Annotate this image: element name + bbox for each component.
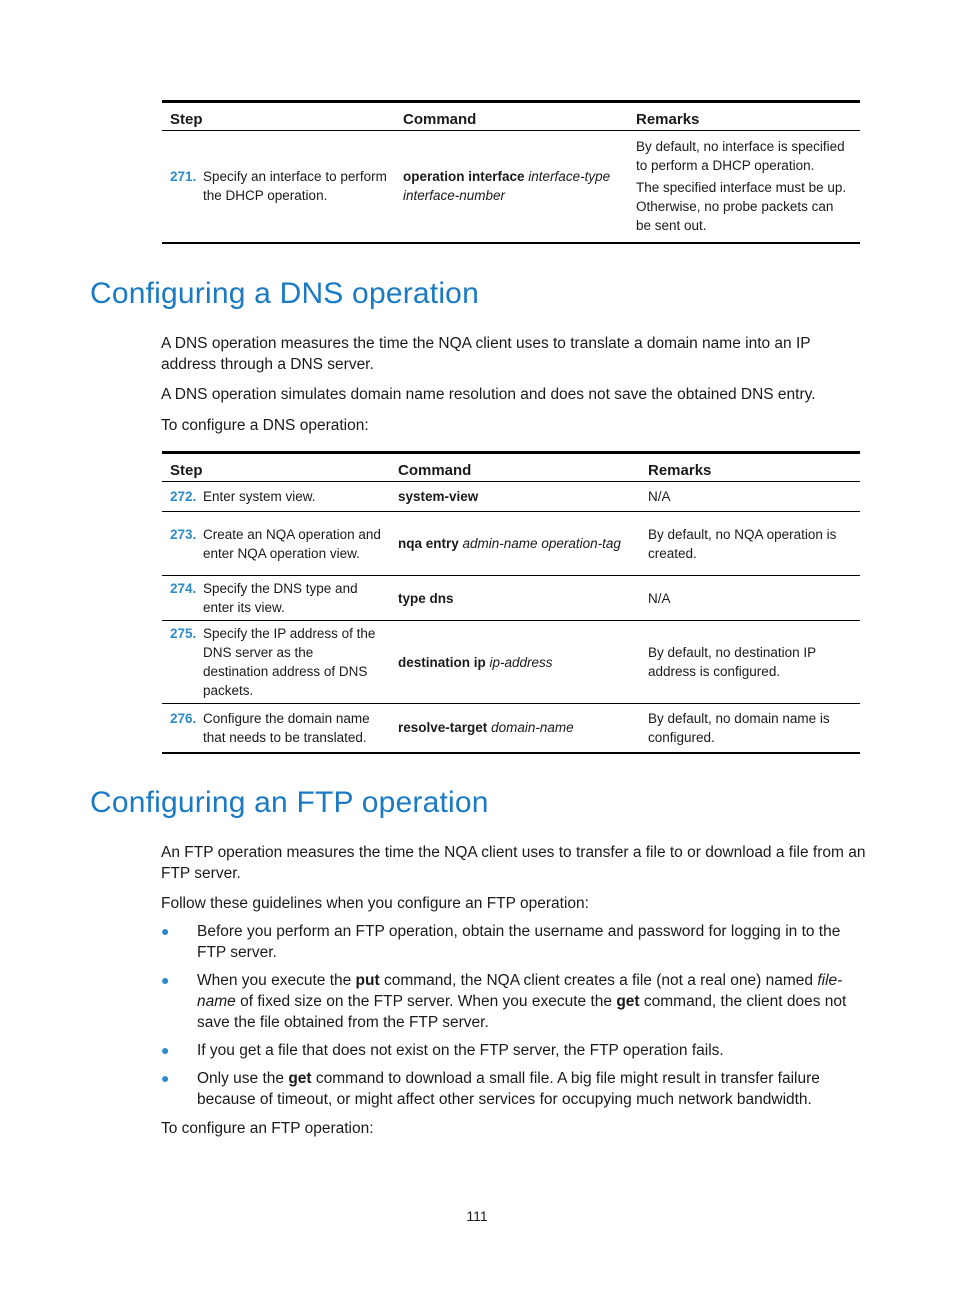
- ftp-guidelines-lead: Follow these guidelines when you configure an FTP operation:: [161, 895, 589, 912]
- guideline-text-part: command, the client does not save the file obtained from the FTP server.: [197, 993, 847, 1031]
- command-argument: ip-address: [489, 654, 553, 670]
- remark-text: N/A: [648, 489, 671, 504]
- dhcp-steps-table: [162, 100, 860, 244]
- col-command-header: Command: [403, 111, 477, 128]
- command-cell: [395, 131, 628, 243]
- page-number: 111: [466, 1208, 488, 1224]
- step-cell: [162, 512, 390, 576]
- col-remarks-header: Remarks: [648, 462, 712, 479]
- step-cell: [162, 704, 390, 753]
- table-row: [162, 576, 860, 621]
- guideline-text-part: of fixed size on the FTP server. When you execute the: [235, 993, 617, 1010]
- command-keyword: operation interface: [403, 169, 525, 185]
- command-keyword: destination ip: [398, 654, 486, 670]
- ftp-guidelines-list: [161, 921, 867, 1117]
- guideline-text-part: When you execute the: [197, 972, 356, 989]
- col-step-header: Step: [170, 111, 203, 128]
- list-item: [161, 1040, 867, 1061]
- list-item: [161, 1068, 867, 1110]
- command-argument: domain-name: [491, 720, 574, 736]
- col-command-header: Command: [398, 462, 472, 479]
- ftp-procedure-lead: To configure an FTP operation:: [161, 1120, 374, 1137]
- guideline-text-part: Only use the: [197, 1070, 289, 1087]
- step-cell: [162, 576, 390, 621]
- step-text: Specify an interface to perform the DHCP operation.: [203, 169, 387, 204]
- step-text: Enter system view.: [203, 489, 316, 504]
- step-number: 273.: [170, 526, 197, 542]
- step-number: 276.: [170, 710, 197, 726]
- command-keyword: system-view: [398, 489, 479, 504]
- table-row: [162, 131, 860, 243]
- remark-text: The specified interface must be up. Otherwise, no probe packets can be sent out.: [636, 180, 847, 234]
- step-number: 272.: [170, 489, 197, 504]
- bullet-dot-icon: ●: [161, 1042, 170, 1058]
- command-argument: admin-name operation-tag: [462, 536, 621, 551]
- guideline-text: Before you perform an FTP operation, obtain the username and password for logging in to the FTP server.: [197, 923, 841, 961]
- step-cell: [162, 621, 390, 704]
- step-text: Configure the domain name that needs to be translated.: [203, 710, 370, 745]
- remarks-cell: [628, 131, 860, 243]
- step-cell: [162, 131, 395, 243]
- col-step-header: Step: [170, 462, 203, 479]
- guideline-text-part: command, the NQA client creates a file (not a real one) named: [379, 972, 818, 989]
- step-number: 275.: [170, 626, 197, 641]
- command-cell: [390, 512, 640, 576]
- file-name-argument: file-name: [197, 972, 843, 1010]
- table-row: [162, 704, 860, 753]
- remark-text: By default, no NQA operation is created.: [648, 526, 837, 561]
- dns-procedure-lead: To configure a DNS operation:: [161, 417, 369, 434]
- bullet-dot-icon: ●: [161, 923, 170, 939]
- command-keyword: resolve-target: [398, 720, 488, 736]
- table-row: [162, 482, 860, 512]
- remark-text: By default, no interface is specified to perform a DHCP operation.: [636, 139, 845, 174]
- step-text: Specify the IP address of the DNS server as the destination address of DNS packets.: [203, 626, 376, 698]
- ftp-section-heading: Configuring an FTP operation: [90, 786, 489, 819]
- table-row: [162, 512, 860, 576]
- remark-text: By default, no domain name is configured.: [648, 710, 830, 745]
- command-argument: interface-type interface-number: [403, 169, 611, 204]
- remark-text: N/A: [648, 590, 671, 606]
- table-header-row: [162, 453, 860, 482]
- dns-section-heading: Configuring a DNS operation: [90, 277, 479, 310]
- command-cell: [390, 621, 640, 704]
- command-keyword: nqa entry: [398, 536, 459, 551]
- step-number: 271.: [170, 169, 197, 185]
- command-keyword: type dns: [398, 590, 454, 606]
- table-row: [162, 621, 860, 704]
- remark-text: By default, no destination IP address is configured.: [648, 645, 816, 679]
- list-item: [161, 970, 867, 1033]
- get-keyword: get: [616, 993, 640, 1010]
- command-cell: [390, 576, 640, 621]
- col-remarks-header: Remarks: [636, 111, 700, 128]
- command-cell: [390, 482, 640, 512]
- dns-intro-paragraph: A DNS operation measures the time the NQA client uses to translate a domain name into an IP address through a DNS server.: [161, 335, 811, 373]
- dns-note-paragraph: A DNS operation simulates domain name resolution and does not save the obtained DNS entry.: [161, 386, 816, 403]
- ftp-intro-paragraph: An FTP operation measures the time the NQA client uses to transfer a file to or download a file from an FTP server.: [161, 844, 866, 882]
- guideline-text: If you get a file that does not exist on the FTP server, the FTP operation fails.: [197, 1042, 724, 1059]
- dns-steps-table: [162, 451, 860, 754]
- list-item: [161, 921, 867, 963]
- guideline-text-part: command to download a small file. A big file might result in transfer failure because of timeout, or might affect other services for occupying much network bandwidth.: [197, 1070, 820, 1108]
- put-keyword: put: [355, 972, 380, 989]
- table-header-row: [162, 102, 860, 131]
- command-cell: [390, 704, 640, 753]
- bullet-dot-icon: ●: [161, 1070, 170, 1086]
- get-keyword: get: [288, 1070, 312, 1087]
- step-number: 274.: [170, 581, 197, 596]
- bullet-dot-icon: ●: [161, 972, 170, 988]
- step-text: Specify the DNS type and enter its view.: [203, 581, 358, 615]
- step-text: Create an NQA operation and enter NQA operation view.: [203, 526, 381, 561]
- step-cell: [162, 482, 390, 512]
